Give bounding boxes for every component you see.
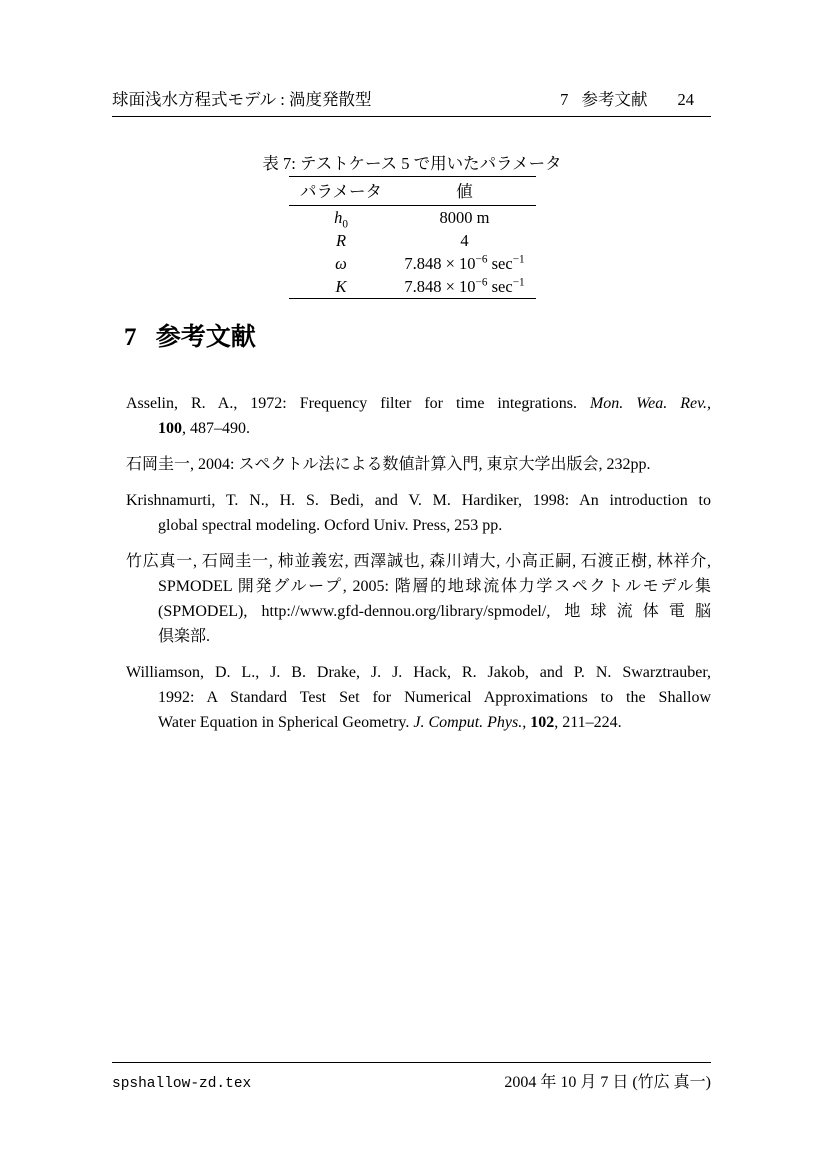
text-segment: Water Equation in Spherical Geometry. [158,714,414,731]
reference-line [126,488,711,513]
text-segment: h [334,207,343,227]
value-cell [394,229,536,252]
table-row [289,206,536,230]
reference-line [126,452,711,477]
reference-entry [126,660,711,735]
table-caption: 表 7: テストケース 5 で用いたパラメータ [262,154,562,173]
spmodel-url: http://www.gfd-dennou.org/library/spmodel/ [261,603,547,620]
column-header-parameter: パラメータ [289,177,394,206]
param-table-body [289,206,536,299]
text-segment: , 地球流体電脳 [546,603,711,620]
value-cell [394,252,536,275]
parameter-cell [289,206,394,230]
reference-list [126,391,711,746]
reference-entry [126,549,711,649]
reference-line [158,624,711,649]
text-segment: 倶楽部. [158,628,211,645]
text-segment: sec [487,276,513,296]
reference-line [126,549,711,574]
reference-line [158,710,711,735]
text-segment: −1 [512,276,525,288]
text-segment: −6 [475,276,488,288]
reference-entry [126,391,711,441]
parameter-table [289,176,536,299]
section-title: 参考文献 [155,324,256,351]
header-page-number: 24 [677,90,694,109]
page-header [112,86,711,117]
text-segment: , 211–224. [554,714,622,731]
text-segment: global spectral modeling. Ocford Univ. Press, 253 pp. [158,517,503,534]
page-footer [112,1062,711,1092]
reference-line [158,416,711,441]
text-segment: Krishnamurti, T. N., H. S. Bedi, and V. M. Hardiker, 1998: An introduction to [126,492,711,509]
text-segment: J. Comput. Phys., [413,714,527,731]
text-segment: SPMODEL 開発グループ, 2005: 階層的地球流体力学スペクトルモデル集 [158,578,711,595]
parameter-cell [289,252,394,275]
text-segment: ω [335,253,347,273]
table-row [289,229,536,252]
reference-line [158,513,711,538]
footer-filename: spshallow-zd.tex [112,1076,252,1092]
header-right-group [560,86,711,110]
text-segment: 8000 m [439,207,490,227]
text-segment: , 487–490. [182,420,250,437]
reference-line [126,660,711,685]
text-segment: sec [487,253,513,273]
text-segment: 0 [342,217,348,230]
parameter-cell [289,275,394,299]
section-heading [124,323,256,353]
parameter-table-block [112,152,712,299]
text-segment: 100 [158,420,182,437]
text-segment: (SPMODEL), [158,603,262,620]
text-segment: R [335,230,347,250]
text-segment: −6 [475,253,488,265]
footer-date: 2004 年 10 月 7 日 (竹広 真一) [504,1074,711,1091]
text-segment: 102 [530,714,555,731]
table-header-row [289,177,536,206]
text-segment: −1 [512,253,525,265]
text-segment: Williamson, D. L., J. B. Drake, J. J. Hack, R. Jakob, and P. N. Swarztrauber, [126,664,711,681]
header-section-label: 7 参考文献 [560,90,648,109]
text-segment: 7.848 × 10 [404,276,476,296]
text-segment: 4 [460,230,469,250]
text-segment: Asselin, R. A., 1972: Frequency filter for time integrations. [126,395,590,412]
reference-line [158,599,711,624]
text-segment: 1992: A Standard Test Set for Numerical Approximations to the Shallow [158,689,711,706]
text-segment: 竹広真一, 石岡圭一, 柿並義宏, 西澤誠也, 森川靖大, 小高正嗣, 石渡正樹, 林祥介, [126,553,711,570]
reference-line [126,391,711,416]
text-segment: Mon. Wea. Rev., [589,395,712,412]
reference-line [158,685,711,710]
parameter-cell [289,229,394,252]
text-segment: K [335,276,347,296]
reference-entry [126,452,711,477]
value-cell [394,275,536,299]
table-row [289,275,536,299]
reference-line [158,574,711,599]
table-row [289,252,536,275]
reference-entry [126,488,711,538]
header-running-title: 球面浅水方程式モデル : 渦度発散型 [112,90,372,109]
text-segment: 石岡圭一, 2004: スペクトル法による数値計算入門, 東京大学出版会, 232pp. [126,456,651,473]
value-cell [394,206,536,230]
text-segment: 7.848 × 10 [404,253,476,273]
section-number: 7 [124,324,137,351]
column-header-value: 値 [394,177,536,206]
